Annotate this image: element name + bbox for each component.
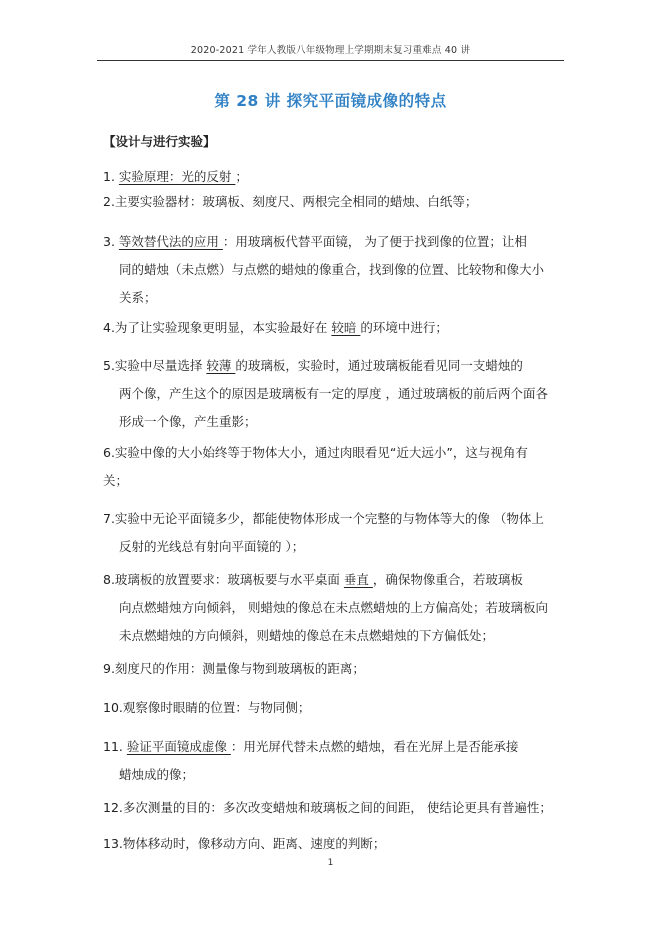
item-8-prefix: 8.玻璃板的放置要求：玻璃板要与水平桌面	[103, 572, 344, 587]
item-2: 2.主要实验器材：玻璃板、刻度尺、两根完全相同的蜡烛、白纸等；	[103, 194, 478, 209]
item-4-suffix: 的环境中进行；	[360, 320, 448, 335]
page-number: 1	[327, 858, 334, 868]
item-12: 12.多次测量的目的：多次改变蜡烛和玻璃板之间的间距， 使结论更具有普遍性；	[103, 800, 552, 815]
item-1	[103, 163, 565, 191]
item-11-line-2: 蜡烛成的像；	[119, 767, 195, 782]
item-1-prefix: 1.	[103, 169, 119, 184]
item-3-answer: 等效替代法的应用	[118, 234, 223, 249]
lecture-title: 第 28 讲 探究平面镜成像的特点	[214, 92, 447, 110]
item-5-prefix: 5.实验中尽量选择	[103, 358, 207, 373]
item-8-line-2: 向点燃蜡烛方向倾斜， 则蜡烛的像总在未点燃蜡烛的上方偏高处；若玻璃板向	[119, 600, 548, 615]
item-5-line-3: 形成一个像，产生重影；	[119, 414, 257, 429]
item-10: 10.观察像时眼睛的位置：与物同侧；	[103, 700, 311, 715]
item-5-text: 的玻璃板，实验时，通过玻璃板能看见同一支蜡烛的	[235, 358, 523, 373]
item-8-answer: 垂直	[343, 572, 373, 587]
item-7-line-1: 7.实验中无论平面镜多少，都能使物体形成一个完整的与物体等大的像 （物体上	[103, 511, 544, 526]
item-1-answer: 实验原理：光的反射	[118, 169, 236, 184]
header-rule	[97, 60, 564, 61]
item-8	[103, 566, 565, 650]
item-8-line-3: 未点燃蜡烛的方向倾斜，则蜡烛的像总在未点燃蜡烛的下方偏低处；	[119, 628, 495, 643]
item-4	[103, 314, 565, 342]
item-5-line-2: 两个像，产生这个的原因是玻璃板有一定的厚度 ，通过玻璃板的前后两个面各	[119, 386, 548, 401]
item-9: 9.刻度尺的作用：测量像与物到玻璃板的距离；	[103, 661, 365, 676]
item-11	[103, 733, 565, 789]
item-11-answer: 验证平面镜成虚像	[126, 739, 231, 754]
item-1-suffix: ；	[235, 169, 248, 184]
item-3-line-3: 关系；	[119, 290, 157, 305]
item-5-answer: 较薄	[206, 358, 236, 373]
item-7-line-2: 反射的光线总有射向平面镜的 ）；	[119, 539, 305, 554]
item-6-line-2: 关；	[103, 473, 129, 488]
item-3-line-2: 同的蜡烛（未点燃）与点燃的蜡烛的像重合，找到像的位置、比较物和像大小	[119, 262, 545, 277]
item-6-line-1: 6.实验中像的大小始终等于物体大小，通过肉眼看见“近大远小”，这与视角有	[103, 445, 528, 460]
item-4-answer: 较暗	[331, 320, 361, 335]
item-6	[103, 439, 565, 495]
page-header: 2020-2021 学年人教版八年级物理上学期期末复习重难点 40 讲	[190, 45, 471, 56]
item-13: 13.物体移动时，像移动方向、距离、速度的判断；	[103, 836, 386, 851]
section-heading: 【设计与进行实验】	[103, 134, 216, 149]
item-11-text: ：用光屏代替未点燃的蜡烛，看在光屏上是否能承接	[230, 739, 519, 754]
item-11-prefix: 11.	[103, 739, 127, 754]
item-4-prefix: 4.为了让实验现象更明显，本实验最好在	[103, 320, 332, 335]
item-3-prefix: 3.	[103, 234, 119, 249]
item-7	[103, 505, 565, 561]
item-3-text: ：用玻璃板代替平面镜， 为了便于找到像的位置；让相	[222, 234, 527, 249]
item-5	[103, 352, 565, 436]
item-3	[103, 228, 565, 312]
item-8-text: ，确保物像重合，若玻璃板	[372, 572, 523, 587]
